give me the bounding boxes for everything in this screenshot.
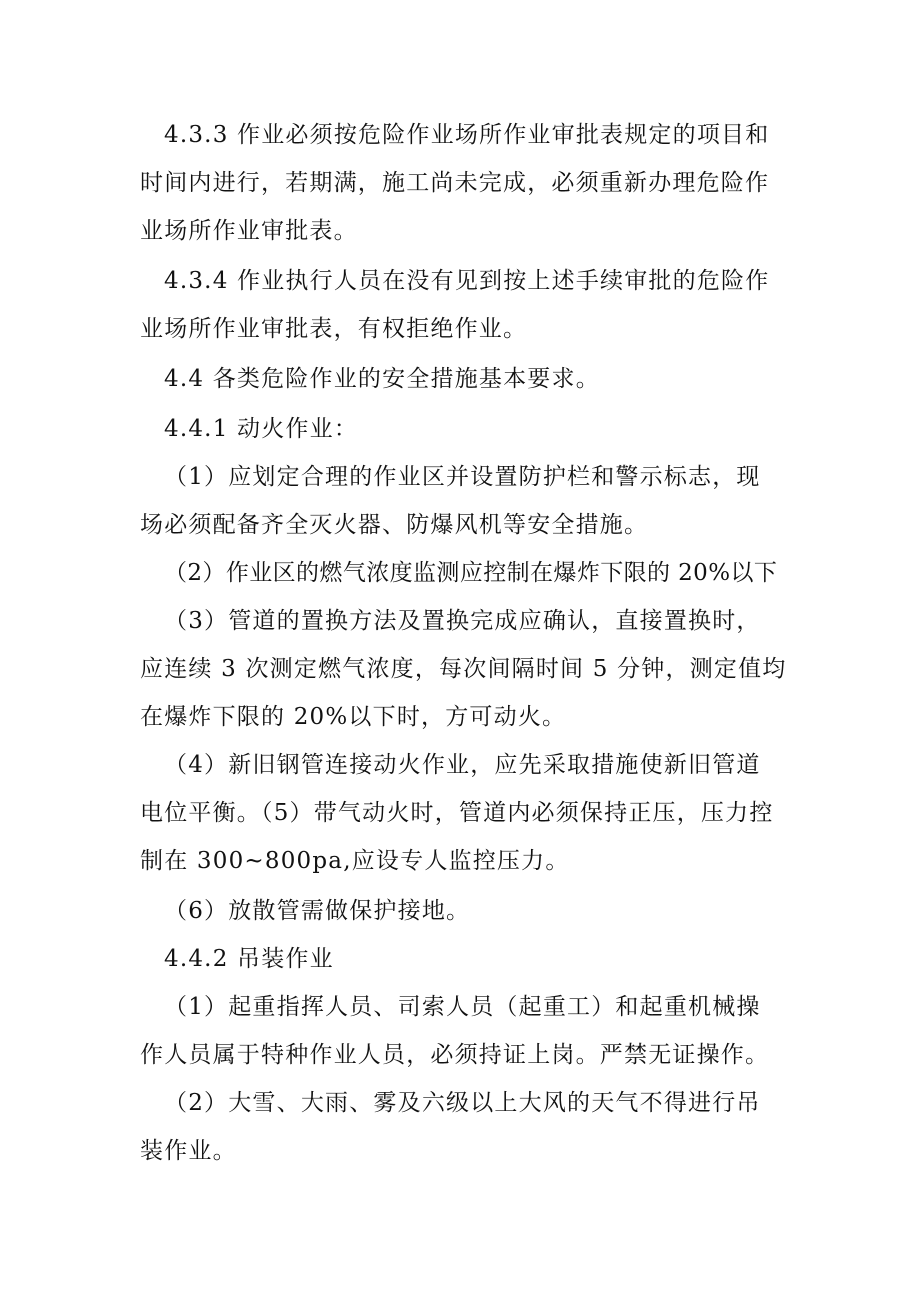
paragraph-4-3-3-line-1: 4.3.3 作业必须按危险作业场所作业审批表规定的项目和 <box>164 122 770 148</box>
item-2-line: （2）作业区的燃气浓度监测应控制在爆炸下限的 20%以下 <box>164 560 778 586</box>
paragraph-4-3-3-line-2: 时间内进行，若期满，施工尚未完成，必须重新办理危险作 <box>140 170 770 196</box>
item-1-line-2: 场必须配备齐全灭火器、防爆风机等安全措施。 <box>140 512 649 538</box>
paragraph-4-3-3-line-3: 业场所作业审批表。 <box>140 218 358 244</box>
lifting-item-1-line-1: （1）起重指挥人员、司索人员（起重工）和起重机械操 <box>164 994 761 1020</box>
section-4-4-1-heading: 4.4.1 动火作业： <box>164 416 359 442</box>
lifting-item-2-line-2: 装作业。 <box>140 1138 237 1164</box>
item-6-line: （6）放散管需做保护接地。 <box>164 898 471 924</box>
item-1-line-1: （1）应划定合理的作业区并设置防护栏和警示标志，现 <box>164 464 761 490</box>
item-3-line-1: （3）管道的置换方法及置换完成应确认，直接置换时， <box>164 608 761 634</box>
paragraph-4-3-4-line-2: 业场所作业审批表，有权拒绝作业。 <box>140 316 528 342</box>
section-4-4-heading: 4.4 各类危险作业的安全措施基本要求。 <box>164 366 600 392</box>
item-4-line-2: 电位平衡。（5）带气动火时，管道内必须保持正压，压力控 <box>140 800 774 826</box>
item-3-line-2: 应连续 3 次测定燃气浓度，每次间隔时间 5 分钟，测定值均 <box>140 656 787 682</box>
paragraph-4-3-4-line-1: 4.3.4 作业执行人员在没有见到按上述手续审批的危险作 <box>164 268 770 294</box>
item-4-line-3: 制在 300~800pa,应设专人监控压力。 <box>140 848 570 874</box>
section-4-4-2-heading: 4.4.2 吊装作业 <box>164 946 334 972</box>
item-4-line-1: （4）新旧钢管连接动火作业，应先采取措施使新旧管道 <box>164 752 761 778</box>
item-3-line-3: 在爆炸下限的 20%以下时，方可动火。 <box>140 704 567 730</box>
lifting-item-1-line-2: 作人员属于特种作业人员，必须持证上岗。严禁无证操作。 <box>140 1042 770 1068</box>
lifting-item-2-line-1: （2）大雪、大雨、雾及六级以上大风的天气不得进行吊 <box>164 1090 761 1116</box>
